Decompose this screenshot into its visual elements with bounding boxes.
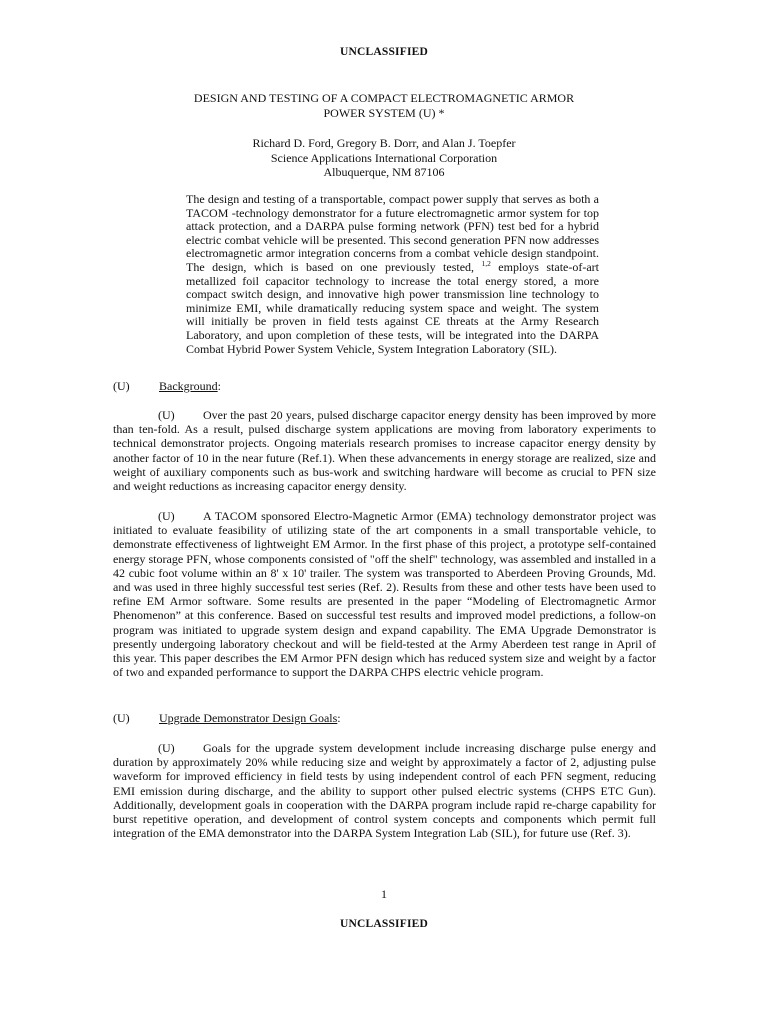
author-location: Albuquerque, NM 87106 bbox=[323, 165, 445, 180]
background-heading-colon: : bbox=[217, 379, 221, 393]
background-heading-tag: (U) bbox=[113, 379, 130, 393]
background-paragraph-1-text: Over the past 20 years, pulsed discharge capacitor energy density has been improved by more than ten-fold. As a result, pulsed discharge system applications are moving from laboratory experiments to technical demonstrator projects. Ongoing materials research promises to increase capacitor energy density by another factor of 10 in the near future (Ref.1). When these advancements in energy storage are realized, size and weight of auxiliary components such as bus-work and switching hardware will become as crucial to PFN size and weight reductions as increasing capacitor energy density. bbox=[113, 408, 656, 494]
background-heading bbox=[113, 379, 713, 394]
goals-heading-text: Upgrade Demonstrator Design Goals bbox=[159, 711, 338, 725]
abstract bbox=[186, 193, 599, 356]
goals-heading-tag: (U) bbox=[113, 711, 130, 725]
classification-footer: UNCLASSIFIED bbox=[339, 918, 429, 930]
classification-header: UNCLASSIFIED bbox=[339, 46, 429, 58]
abstract-text-part-1: The design and testing of a transportable, compact power supply that serves as both a TACOM -technology demonstrator for a future electromagnetic armor system for top attack protection, and a DARPA pulse forming network (PFN) test bed for a hybrid electric combat vehicle will be presented. This second generation PFN now addresses electromagnetic armor integration concerns from a combat vehicle design standpoint. The design, which is based on one previously tested, bbox=[186, 192, 599, 274]
author-affiliation: Science Applications International Corporation bbox=[270, 150, 498, 165]
goals-heading bbox=[113, 711, 713, 726]
background-paragraph-2-text: A TACOM sponsored Electro-Magnetic Armor (EMA) technology demonstrator project was initiated to evaluate feasibility of utilizing state of the art components in a small transportable vehicle, to demonstrate effectiveness of lightweight EM Armor. In the first phase of this project, a prototype self-contained energy storage PFN, whose components consisted of "off the shelf" technology, was assembled and installed in a 42 cubic foot volume within an 8' x 10' trailer. The system was transported to Aberdeen Proving Grounds, Md. and was used in three highly successful test series (Ref. 2). Results from these and other tests have been used to refine EM Armor software. Some results are presented in the paper “Modeling of Electromagnetic Armor Phenomenon” at this conference. Based on successful test results and improved model predictions, a follow-on program was initiated to upgrade system design and expand capability. The EMA Upgrade Demonstrator is presently undergoing laboratory checkout and will be field-tested at the Army Aberdeen test range in April of this year. This paper describes the EM Armor PFN design which has reduced system size and weight by a factor of two and expanded performance to support the DARPA CHPS electric vehicle program. bbox=[113, 509, 656, 680]
background-heading-text: Background bbox=[159, 379, 218, 393]
background-paragraph-2 bbox=[113, 509, 656, 679]
paper-title bbox=[0, 91, 768, 120]
abstract-reference: 1,2 bbox=[481, 258, 491, 268]
goals-paragraph-1-text: Goals for the upgrade system development include increasing discharge pulse energy and duration by approximately 20% while reducing size and weight by approximately a factor of 2, adjusting pulse waveform for improved efficiency in field tests by using independent control of each PFN segment, reducing EMI emission during discharge, and the ability to support other pulsed electric systems (CHPS ETC Gun). Additionally, development goals in cooperation with the DARPA program include rapid re-charge capability for burst repetitive operation, and development of control system concepts and components which permit full integration of the EMA demonstrator into the DARPA System Integration Lab (SIL), for future use (Ref. 3). bbox=[113, 741, 656, 841]
abstract-text-part-2: employs state-of-art metallized foil capacitor technology to increase the total energy stored, a more compact switch design, and innovative high power transmission line technology to minimize EMI, while dramatically reducing system space and weight. The system will initially be proven in field tests against CE threats at the Army Research Laboratory, and upon completion of these tests, will be integrated into the DARPA Combat Hybrid Power System Vehicle, System Integration Laboratory (SIL). bbox=[186, 259, 600, 356]
page-number: 1 bbox=[381, 887, 387, 901]
background-paragraph-1 bbox=[113, 408, 656, 493]
title-line-2: POWER SYSTEM (U) * bbox=[323, 105, 445, 120]
author-names: Richard D. Ford, Gregory B. Dorr, and Alan J. Toepfer bbox=[252, 136, 516, 150]
goals-paragraph-1 bbox=[113, 741, 656, 840]
background-paragraph-2-tag: (U) bbox=[158, 509, 175, 523]
background-paragraph-1-tag: (U) bbox=[158, 408, 175, 422]
title-line-1: DESIGN AND TESTING OF A COMPACT ELECTROMAGNETIC ARMOR bbox=[193, 91, 575, 105]
goals-paragraph-1-tag: (U) bbox=[158, 741, 175, 755]
goals-heading-colon: : bbox=[337, 711, 341, 725]
author-block bbox=[0, 136, 768, 180]
